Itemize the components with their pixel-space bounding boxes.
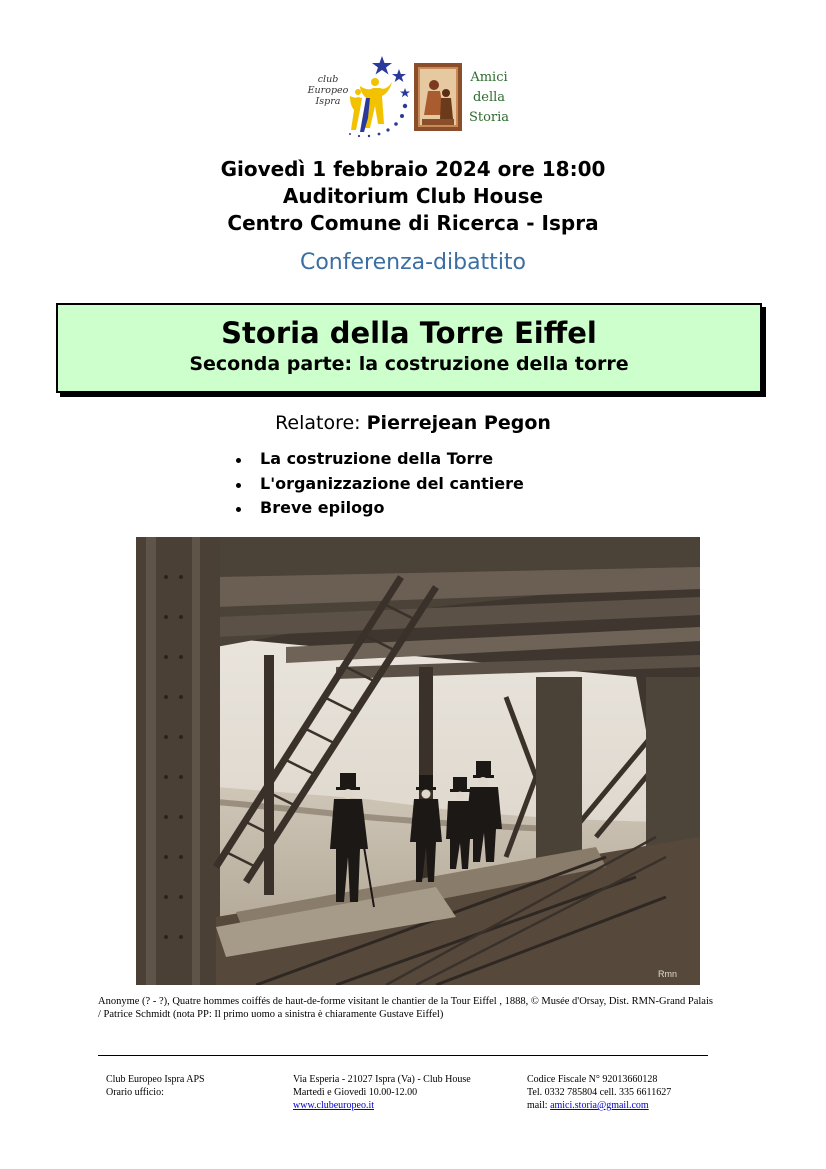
footer-divider [98, 1055, 708, 1056]
speaker-name: Pierrejean Pegon [366, 412, 551, 434]
footer-hours-line: Martedì e Giovedì 10.00-12.00 [293, 1087, 418, 1098]
list-item: Breve epilogo [232, 498, 524, 523]
footer-contacts [527, 1073, 671, 1112]
header-logos [296, 52, 516, 138]
speaker-line [0, 412, 826, 434]
amici-logo-line: della [472, 90, 506, 105]
speaker-label: Relatore: [275, 412, 367, 434]
list-item: La costruzione della Torre [232, 449, 524, 474]
footer-tax-code: Codice Fiscale N° 92013660128 [527, 1074, 658, 1085]
club-logo-line: Europeo [307, 85, 349, 96]
website-link[interactable]: www.clubeuropeo.it [293, 1100, 374, 1111]
amici-logo-line: Storia [468, 110, 510, 125]
amici-della-storia-logo-image [414, 63, 462, 131]
page-subtitle: Seconda parte: la costruzione della torre [189, 353, 629, 375]
club-logo-line: Ispra [315, 96, 341, 107]
amici-logo-line: Amici [470, 70, 508, 85]
footer-club-name: Club Europeo Ispra APS [106, 1074, 205, 1085]
footer-club [106, 1073, 205, 1099]
footer-mail-label: mail: [527, 1100, 551, 1111]
page-title: Storia della Torre Eiffel [221, 316, 597, 350]
footer-phone: Tel. 0332 785804 cell. 335 6611627 [527, 1087, 672, 1098]
topics-list [232, 449, 524, 523]
photo-watermark: Rmn [658, 969, 678, 979]
event-info [0, 156, 826, 237]
club-logo-text [300, 74, 356, 107]
list-item: L'organizzazione del cantiere [232, 474, 524, 499]
footer-address [293, 1073, 471, 1112]
amici-logo-text [462, 68, 516, 128]
event-type: Conferenza-dibattito [299, 250, 527, 275]
title-box [56, 303, 762, 393]
footer-office-hours-label: Orario ufficio: [106, 1087, 164, 1098]
event-place: Centro Comune di Ricerca - Ispra [227, 211, 599, 235]
club-logo-line: club [317, 74, 339, 85]
photo-caption: Anonyme (? - ?), Quatre hommes coiffés de haut-de-forme visitant le chantier de la Tour Eiffel , 1888, © Musée d'Orsay, Dist. RMN-Grand Palais / Patrice Schmidt (nota PP: Il primo uomo a sinistra è chiaramente Gustave Eiffel) [98, 996, 713, 1020]
footer-address-line: Via Esperia - 21027 Ispra (Va) - Club House [293, 1074, 471, 1085]
eiffel-construction-photo [136, 537, 700, 985]
event-venue: Auditorium Club House [282, 184, 544, 208]
event-date: Giovedì 1 febbraio 2024 ore 18:00 [220, 157, 606, 181]
email-link[interactable]: amici.storia@gmail.com [550, 1100, 649, 1111]
